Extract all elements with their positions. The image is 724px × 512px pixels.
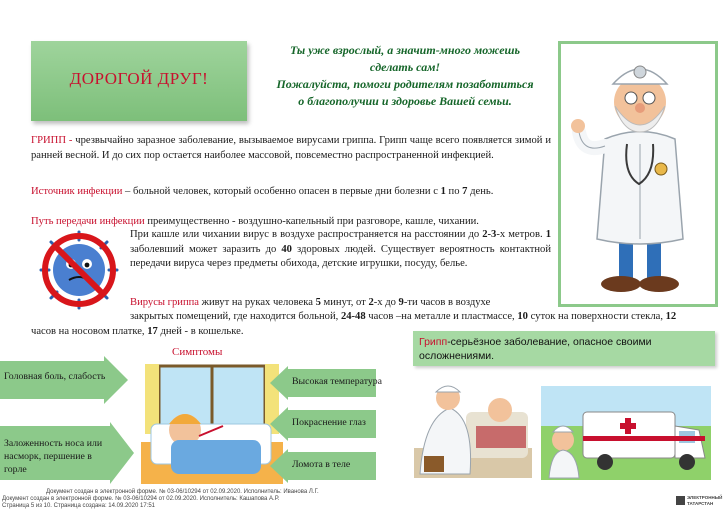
number: 10 xyxy=(517,311,528,322)
doctor-illustration-frame xyxy=(558,41,718,307)
number: 24-48 xyxy=(340,311,366,322)
text-fragment: -ти часов в воздухе xyxy=(403,297,491,308)
paragraph-flu xyxy=(31,134,551,163)
intro-text xyxy=(262,42,548,110)
sick-child-illustration xyxy=(141,364,283,484)
term-viruses: Вирусы гриппа xyxy=(130,297,200,308)
number: 40 xyxy=(281,243,292,255)
paragraph-transmission xyxy=(130,228,551,272)
symptom-red-eyes: Покраснение глаз xyxy=(292,417,366,428)
number: 2-3 xyxy=(482,229,497,240)
paragraph-viruses-line xyxy=(130,296,551,311)
intro-line: сделать сам! xyxy=(369,60,441,74)
title-box xyxy=(31,41,247,121)
footer-line: Страница 5 из 10. Страница создана: 14.09.2020 17:51 xyxy=(2,503,155,509)
term-flu: ГРИПП - xyxy=(31,135,73,146)
paragraph-source xyxy=(31,185,551,200)
text-fragment: – больной человек, который особенно опасен в первые дни болезни с xyxy=(122,186,441,197)
virus-prohibited-icon xyxy=(37,230,121,310)
text-fragment: часов на носовом платке, xyxy=(31,325,148,337)
text-fragment: суток на поверхности стекла, xyxy=(527,311,666,322)
number: 5 xyxy=(315,297,321,308)
number: 17 xyxy=(147,325,158,337)
intro-line: Пожалуйста, помоги родителям позаботиться xyxy=(276,77,534,91)
symptoms-title: Симптомы xyxy=(172,346,223,358)
text-fragment: часов –на металле и пластмассе, xyxy=(365,311,518,322)
symptom-congestion: Заложенность носа или насморк, першение в горле xyxy=(4,438,103,475)
symptom-headache: Головная боль, слабость xyxy=(4,371,106,382)
doctor-illustration xyxy=(561,44,715,304)
number: 1 xyxy=(440,186,446,197)
logo-text-top: ЭЛЕКТРОННЫЙ xyxy=(687,495,723,500)
text-fragment: -х метров. xyxy=(496,229,546,240)
intro-line: Ты уже взрослый, а значит-много можешь xyxy=(289,43,520,57)
text-fragment: При кашле или чихании вирус в воздухе распространяется на расстоянии до xyxy=(130,229,483,240)
term-flu-note: Грипп xyxy=(419,336,448,348)
number: 2 xyxy=(368,297,374,308)
doctor-visit-illustration xyxy=(414,378,532,478)
number: 9 xyxy=(398,297,404,308)
number: 1 xyxy=(545,229,551,240)
footer-line: Документ создан в электронной форме. № 03-06/10294 от 02.09.2020. Исполнитель: Кашапова А.Р. xyxy=(2,496,280,502)
text-fragment: минут, от xyxy=(320,297,369,308)
logo-text xyxy=(687,495,722,507)
text-fragment: дней - в кошельке. xyxy=(157,325,244,337)
text-fragment: преимущественно - воздушно-капельный при разговоре, кашле, чихании. xyxy=(144,216,479,227)
symptom-body-aches: Ломота в теле xyxy=(292,459,351,470)
text-fragment: закрытых помещений, где находится больной, xyxy=(130,311,341,322)
note-text: -серьёзное заболевание, опасное своими осложнениями. xyxy=(419,336,652,362)
text-fragment: живут на руках человека xyxy=(199,297,316,308)
page-title: ДОРОГОЙ ДРУГ! xyxy=(69,69,209,88)
term-source: Источник инфекции xyxy=(31,186,123,197)
term-transmission: Путь передачи инфекции xyxy=(31,216,145,227)
text-fragment: заболевший может заразить до xyxy=(130,243,282,255)
paragraph-text: чрезвычайно заразное заболевание, вызываемое вирусами гриппа. Грипп чаще всего появляется зимой и ранней весной. И до сих пор остается наиболее массовой, повсеместно распространенной инфекцией. xyxy=(31,135,551,161)
text-fragment: по xyxy=(445,186,463,197)
logo-text-bottom: ТАТАРСТАН xyxy=(687,501,714,506)
text-fragment: -х до xyxy=(373,297,399,308)
footer-line: Документ создан в электронной форме. № 03-06/10294 от 02.09.2020. Исполнитель: Иванова Л.Г. xyxy=(46,489,319,495)
text-fragment: здоровых людей. Существует вероятность контактной передачи вируса через предметы обихода, детские игрушки, посуду, белье. xyxy=(130,243,551,269)
text-fragment: день. xyxy=(467,186,494,197)
ambulance-illustration xyxy=(541,386,711,480)
flu-warning-note xyxy=(413,331,715,366)
logo-mark-icon xyxy=(676,496,685,505)
symptom-fever: Высокая температура xyxy=(292,376,382,387)
number: 12 xyxy=(665,311,677,322)
number: 7 xyxy=(462,186,468,197)
electronic-tatarstan-logo xyxy=(676,494,722,510)
intro-line: о благополучии и здоровье Вашей семьи. xyxy=(298,94,512,108)
